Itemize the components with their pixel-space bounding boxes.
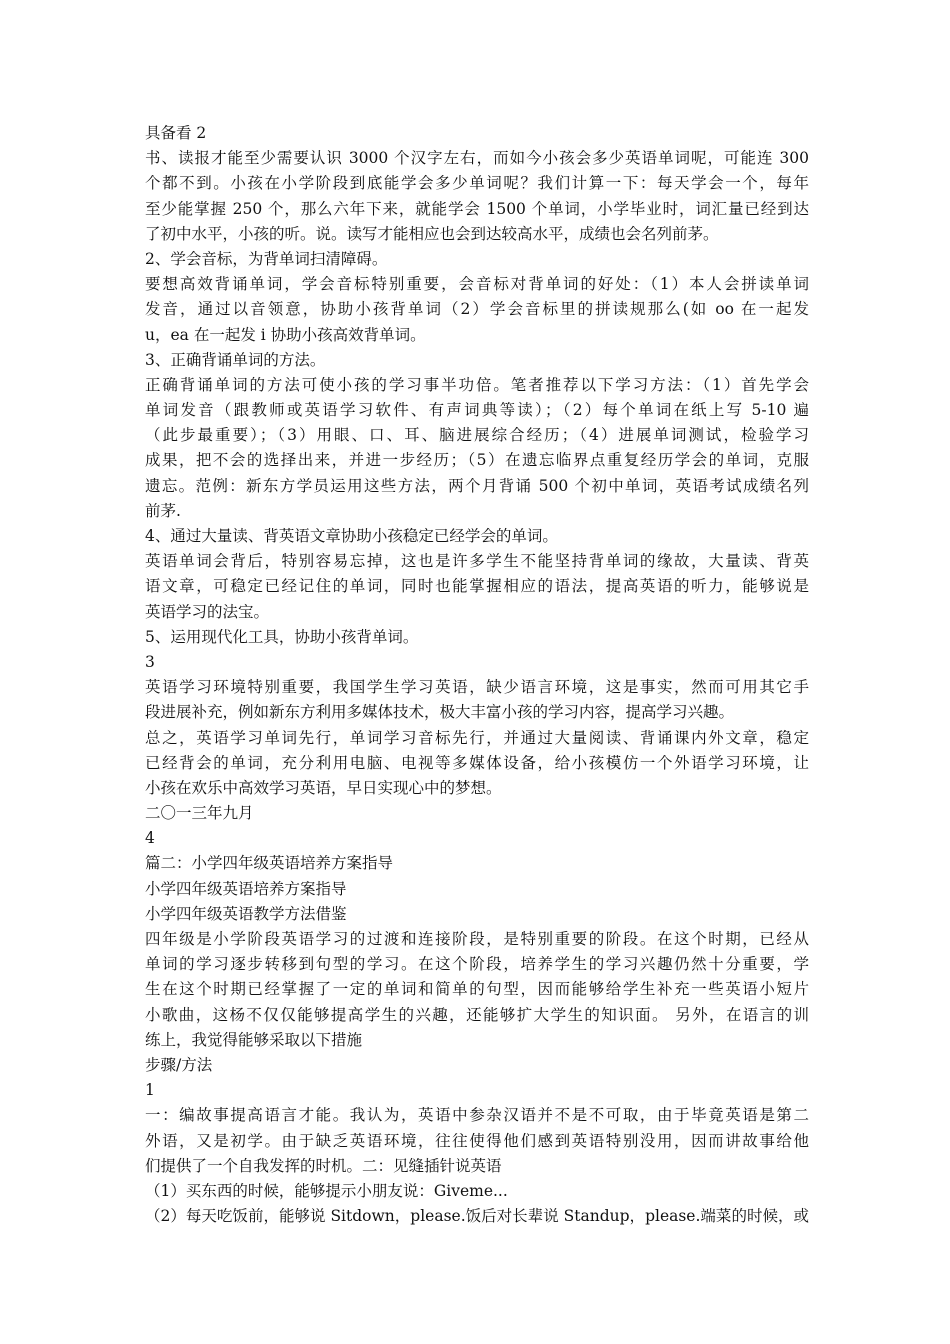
text-line: （1）买东西的时候，能够提示小朋友说：Giveme... bbox=[145, 1181, 508, 1200]
text-line: 发音，通过以音领意，协助小孩背单词（2）学会音标里的拼读规那么(如 oo 在一起发 bbox=[145, 300, 809, 319]
text-line: 1 bbox=[145, 1081, 155, 1100]
text-line: 语文章，可稳定已经记住的单词，同时也能掌握相应的语法，提高英语的听力，能够说是 bbox=[145, 577, 809, 596]
text-line: u，ea 在一起发 i 协助小孩高效背单词。 bbox=[145, 325, 426, 344]
text-line: 2、学会音标，为背单词扫清障碍。 bbox=[145, 249, 388, 268]
text-line: 步骤/方法 bbox=[145, 1055, 213, 1074]
text-line: 四年级是小学阶段英语学习的过渡和连接阶段，是特别重要的阶段。在这个时期，已经从 bbox=[145, 930, 809, 948]
text-line: 外语，又是初学。由于缺乏英语环境，往往使得他们感到英语特别没用，因而讲故事给他 bbox=[145, 1131, 809, 1150]
document-body bbox=[145, 121, 809, 1229]
text-line: 生在这个时期已经掌握了一定的单词和简单的句型，因而能够给学生补充一些英语小短片 bbox=[145, 980, 809, 999]
text-line: 总之，英语学习单词先行，单词学习音标先行，并通过大量阅读、背诵课内外文章，稳定 bbox=[145, 728, 809, 747]
text-line: 了初中水平，小孩的听。说。读写才能相应也会到达较高水平，成绩也会名列前茅。 bbox=[145, 224, 719, 243]
text-line: 4、通过大量读、背英语文章协助小孩稳定已经学会的单词。 bbox=[145, 527, 558, 545]
text-line: 5、运用现代化工具，协助小孩背单词。 bbox=[145, 627, 419, 646]
text-line: 要想高效背诵单词，学会音标特别重要，会音标对背单词的好处：（1）本人会拼读单词 bbox=[145, 275, 809, 294]
text-line: 具备看 2 bbox=[145, 124, 207, 142]
text-line: 遗忘。范例：新东方学员运用这些方法，两个月背诵 500 个初中单词，英语考试成绩名列 bbox=[145, 476, 809, 495]
text-line: 小孩在欢乐中高效学习英语，早日实现心中的梦想。 bbox=[145, 778, 502, 797]
text-line: 一：编故事提高语言才能。我认为，英语中参杂汉语并不是不可取，由于毕竟英语是第二 bbox=[145, 1106, 809, 1125]
text-line: 已经背会的单词，充分利用电脑、电视等多媒体设备，给小孩模仿一个外语学习环境，让 bbox=[145, 753, 809, 772]
text-line: 至少能掌握 250 个，那么六年下来，就能学会 1500 个单词，小学毕业时，词汇量已经到达 bbox=[145, 199, 809, 218]
text-line: 英语单词会背后，特别容易忘掉，这也是许多学生不能坚持背单词的缘故，大量读、背英 bbox=[145, 552, 809, 571]
text-line: 英语学习的法宝。 bbox=[145, 602, 270, 621]
text-line: 3 bbox=[145, 652, 155, 671]
text-line: 段进展补充，例如新东方利用多媒体技术，极大丰富小孩的学习内容，提高学习兴趣。 bbox=[145, 703, 735, 722]
text-line: （2）每天吃饭前，能够说 Sitdown，please.饭后对长辈说 Standup，please.端菜的时候，或 bbox=[145, 1207, 809, 1226]
text-line: 个都不到。小孩在小学阶段到底能学会多少单词呢？我们计算一下：每天学会一个，每年 bbox=[145, 174, 809, 193]
text-line: 小学四年级英语培养方案指导 bbox=[145, 879, 347, 898]
text-line: 单词的学习逐步转移到句型的学习。在这个阶段，培养学生的学习兴趣仍然十分重要，学 bbox=[145, 955, 809, 974]
text-line: 4 bbox=[145, 829, 155, 848]
text-line: 小歌曲，这杨不仅仅能够提高学生的兴趣，还能够扩大学生的知识面。 另外，在语言的训 bbox=[145, 1005, 809, 1024]
text-line: （此步最重要）；（3）用眼、口、耳、脑进展综合经历；（4）进展单词测试，检验学习 bbox=[145, 426, 809, 445]
text-line: 单词发音（跟教师或英语学习软件、有声词典等读）；（2）每个单词在纸上写 5-10 遍 bbox=[145, 401, 809, 420]
text-line: 篇二：小学四年级英语培养方案指导 bbox=[145, 854, 394, 873]
text-line: 小学四年级英语教学方法借鉴 bbox=[145, 904, 347, 923]
text-line: 前茅. bbox=[145, 501, 181, 520]
text-line: 成果，把不会的选择出来，并进一步经历；（5）在遗忘临界点重复经历学会的单词，克服 bbox=[145, 451, 809, 470]
text-line: 练上，我觉得能够采取以下措施 bbox=[145, 1030, 363, 1049]
text-line: 书、读报才能至少需要认识 3000 个汉字左右，而如今小孩会多少英语单词呢，可能连 300 bbox=[145, 149, 809, 168]
text-line: 3、正确背诵单词的方法。 bbox=[145, 350, 326, 369]
text-line: 正确背诵单词的方法可使小孩的学习事半功倍。笔者推荐以下学习方法：（1）首先学会 bbox=[145, 375, 809, 394]
text-line: 英语学习环境特别重要，我国学生学习英语，缺少语言环境，这是事实，然而可用其它手 bbox=[145, 678, 809, 697]
text-line: 二〇一三年九月 bbox=[145, 804, 254, 823]
text-line: 们提供了一个自我发挥的时机。二：见缝插针说英语 bbox=[145, 1156, 502, 1175]
